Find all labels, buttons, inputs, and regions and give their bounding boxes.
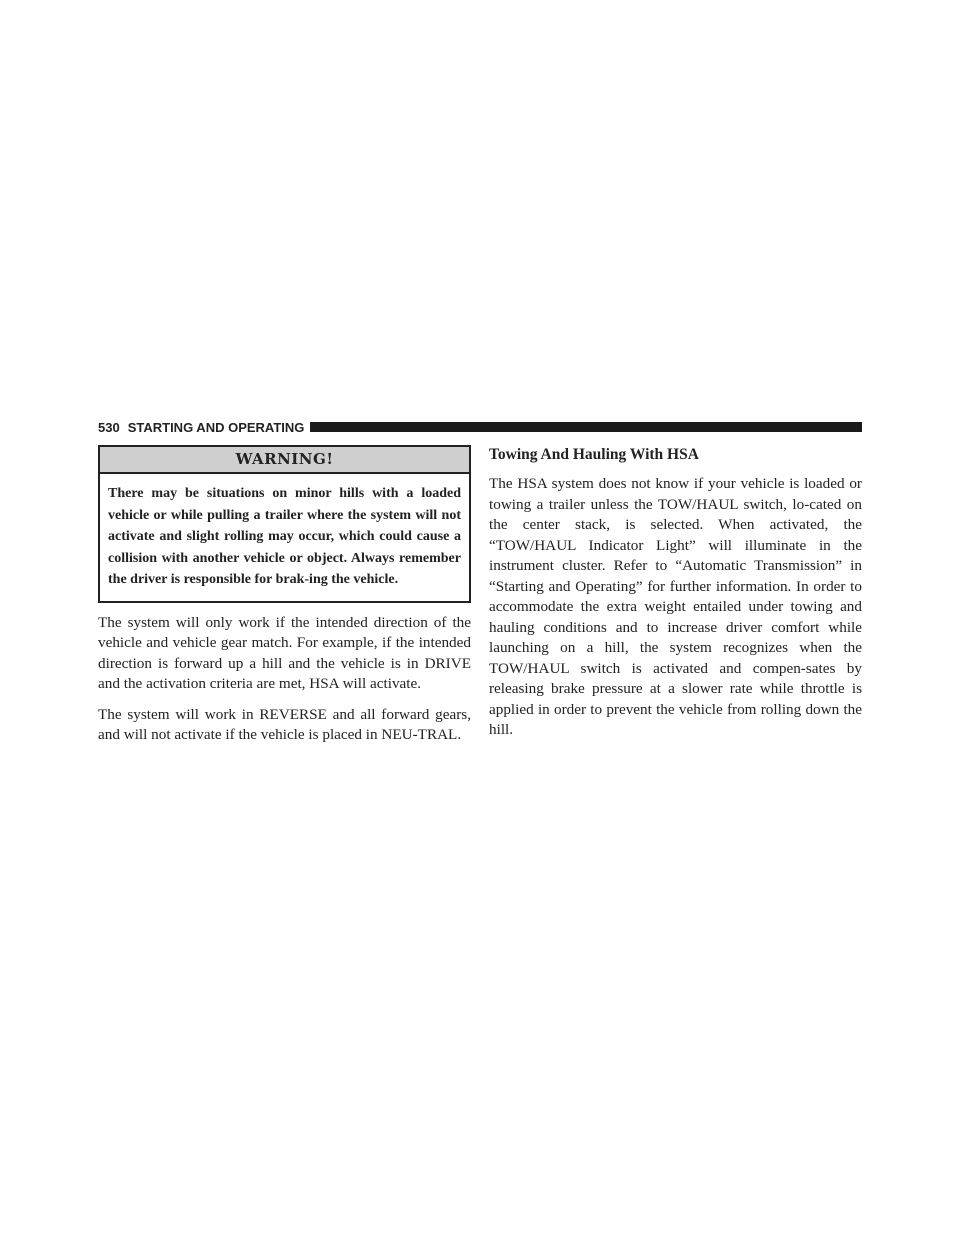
header-rule	[310, 422, 862, 432]
paragraph-towing: The HSA system does not know if your vehicle is loaded or towing a trailer unless the TOW/HAUL switch, lo-cated on the center stack, is selected. When activated, the “TOW/HAUL Indicator Light” will illuminate in the instrument cluster. Refer to “Automatic Transmission” in “Starting and Operating” for further information. In order to accommodate the extra weight entailed under towing and hauling conditions and to increase driver comfort while launching on a hill, the system recognizes when the TOW/HAUL switch is activated and compen-sates by releasing brake pressure at a slower rate while throttle is applied in order to prevent the vehicle from rolling down the hill.	[489, 475, 862, 738]
paragraph-gears: The system will work in REVERSE and all forward gears, and will not activate if the vehicle is placed in NEU-TRAL.	[98, 705, 471, 743]
right-column	[489, 445, 862, 741]
warning-title: WARNING!	[100, 447, 469, 474]
section-title: STARTING AND OPERATING	[127, 419, 305, 435]
page-header	[98, 418, 862, 436]
warning-text: There may be situations on minor hills with a loaded vehicle or while pulling a trailer where the system will not activate and slight rolling may occur, which could cause a collision with another vehicle or object. Always remember the driver is responsible for brak-ing the vehicle.	[108, 486, 461, 587]
warning-box	[98, 445, 471, 603]
paragraph-direction: The system will only work if the intended direction of the vehicle and vehicle gear match. For example, if the intended direction is forward up a hill and the vehicle is in DRIVE and the activation criteria are met, HSA will activate.	[98, 613, 471, 692]
left-column	[98, 445, 471, 746]
towing-heading: Towing And Hauling With HSA	[489, 446, 699, 463]
page-number: 530	[98, 419, 120, 435]
